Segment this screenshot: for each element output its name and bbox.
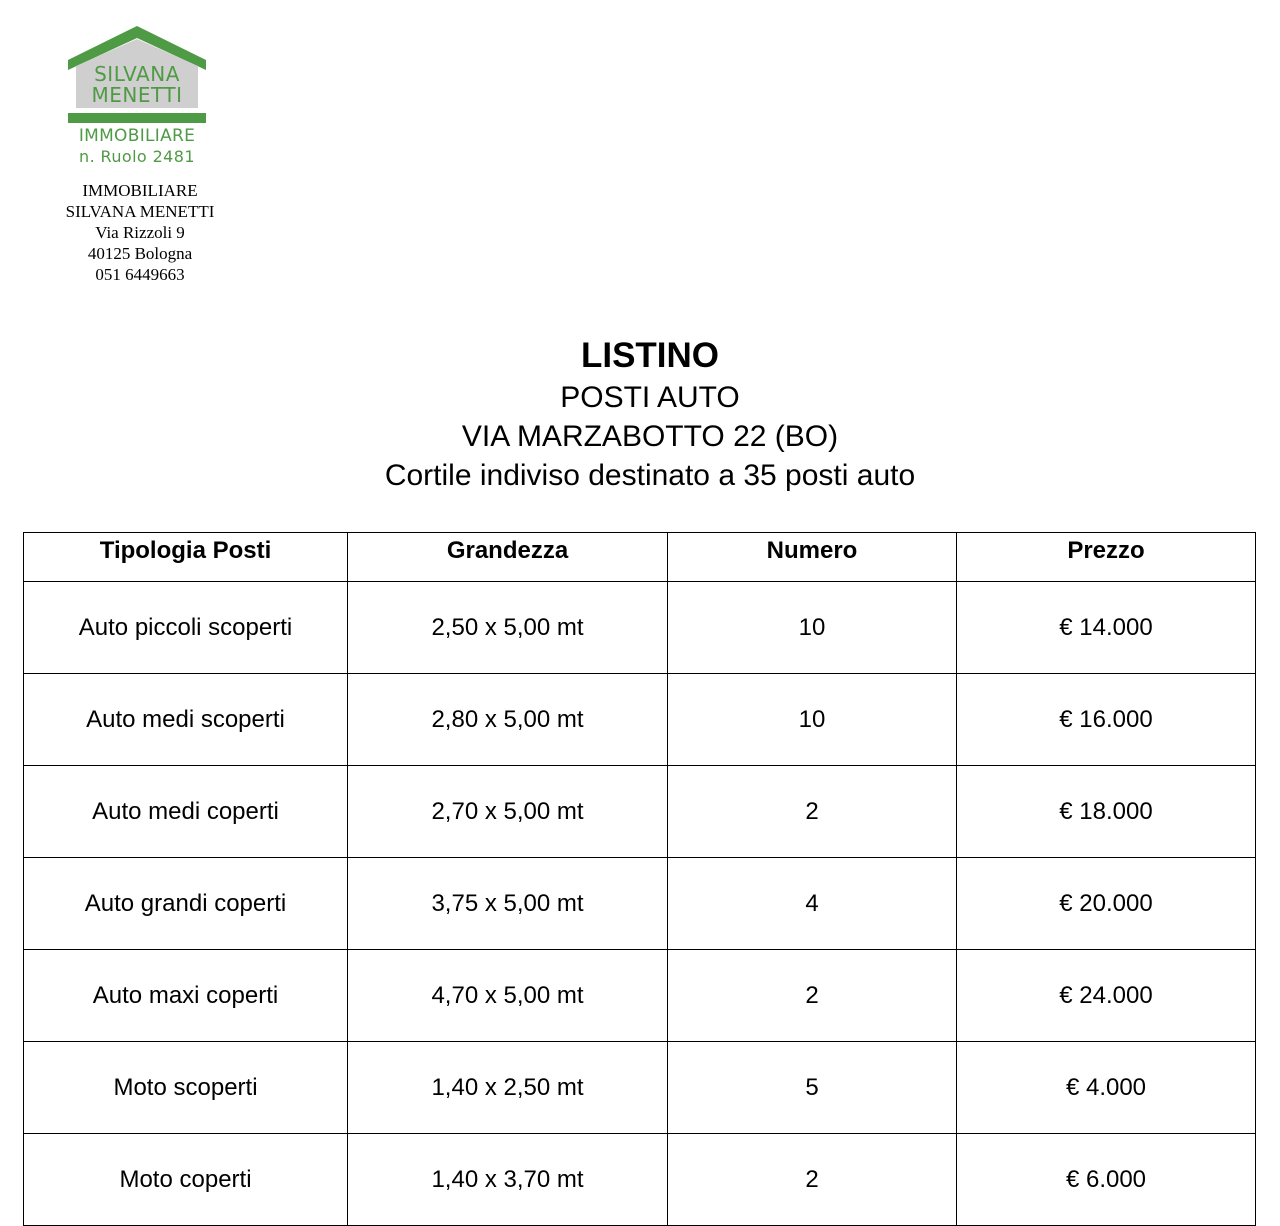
agency-street: Via Rizzoli 9: [95, 223, 185, 242]
cell-price: € 24.000: [957, 950, 1256, 1042]
page-title: LISTINO: [580, 336, 720, 375]
table-row: [24, 674, 1256, 766]
cell-price: € 20.000: [957, 858, 1256, 950]
cell-price: € 16.000: [957, 674, 1256, 766]
cell-number: 2: [668, 766, 957, 858]
logo-subtitle: IMMOBILIARE: [78, 126, 196, 146]
agency-phone: 051 6449663: [95, 265, 185, 284]
cell-size: 2,50 x 5,00 mt: [348, 582, 668, 674]
price-list-table: [23, 532, 1256, 1226]
cell-number: 10: [668, 582, 957, 674]
cell-number: 2: [668, 950, 957, 1042]
column-header-size: Grandezza: [348, 533, 668, 582]
company-logo: [66, 24, 210, 169]
table-row: [24, 858, 1256, 950]
column-header-type: Tipologia Posti: [24, 533, 348, 582]
cell-type: Auto medi coperti: [24, 766, 348, 858]
cell-size: 3,75 x 5,00 mt: [348, 858, 668, 950]
page-subtitle: POSTI AUTO: [560, 381, 740, 414]
cell-price: € 14.000: [957, 582, 1256, 674]
table-row: [24, 1134, 1256, 1226]
column-header-number: Numero: [668, 533, 957, 582]
table-row: [24, 766, 1256, 858]
table-header-row: [24, 533, 1256, 582]
cell-type: Auto maxi coperti: [24, 950, 348, 1042]
cell-number: 5: [668, 1042, 957, 1134]
cell-price: € 18.000: [957, 766, 1256, 858]
table-row: [24, 582, 1256, 674]
cell-type: Auto piccoli scoperti: [24, 582, 348, 674]
cell-price: € 4.000: [957, 1042, 1256, 1134]
cell-type: Moto scoperti: [24, 1042, 348, 1134]
table-row: [24, 950, 1256, 1042]
cell-size: 1,40 x 3,70 mt: [348, 1134, 668, 1226]
cell-type: Auto medi scoperti: [24, 674, 348, 766]
cell-type: Auto grandi coperti: [24, 858, 348, 950]
cell-size: 2,80 x 5,00 mt: [348, 674, 668, 766]
agency-city: 40125 Bologna: [87, 244, 193, 263]
cell-size: 2,70 x 5,00 mt: [348, 766, 668, 858]
column-header-price: Prezzo: [957, 533, 1256, 582]
cell-size: 1,40 x 2,50 mt: [348, 1042, 668, 1134]
agency-name-line2: SILVANA MENETTI: [65, 202, 215, 221]
logo-registration: n. Ruolo 2481: [79, 147, 195, 166]
cell-type: Moto coperti: [24, 1134, 348, 1226]
logo-brand-name: SILVANA MENETTI: [91, 62, 183, 107]
property-description: Cortile indiviso destinato a 35 posti auto: [384, 459, 916, 492]
cell-size: 4,70 x 5,00 mt: [348, 950, 668, 1042]
cell-price: € 6.000: [957, 1134, 1256, 1226]
table-row: [24, 1042, 1256, 1134]
cell-number: 2: [668, 1134, 957, 1226]
property-address: VIA MARZABOTTO 22 (BO): [461, 420, 839, 453]
cell-number: 4: [668, 858, 957, 950]
cell-number: 10: [668, 674, 957, 766]
agency-name-line1: IMMOBILIARE: [82, 181, 198, 200]
agency-address-block: [40, 180, 240, 285]
